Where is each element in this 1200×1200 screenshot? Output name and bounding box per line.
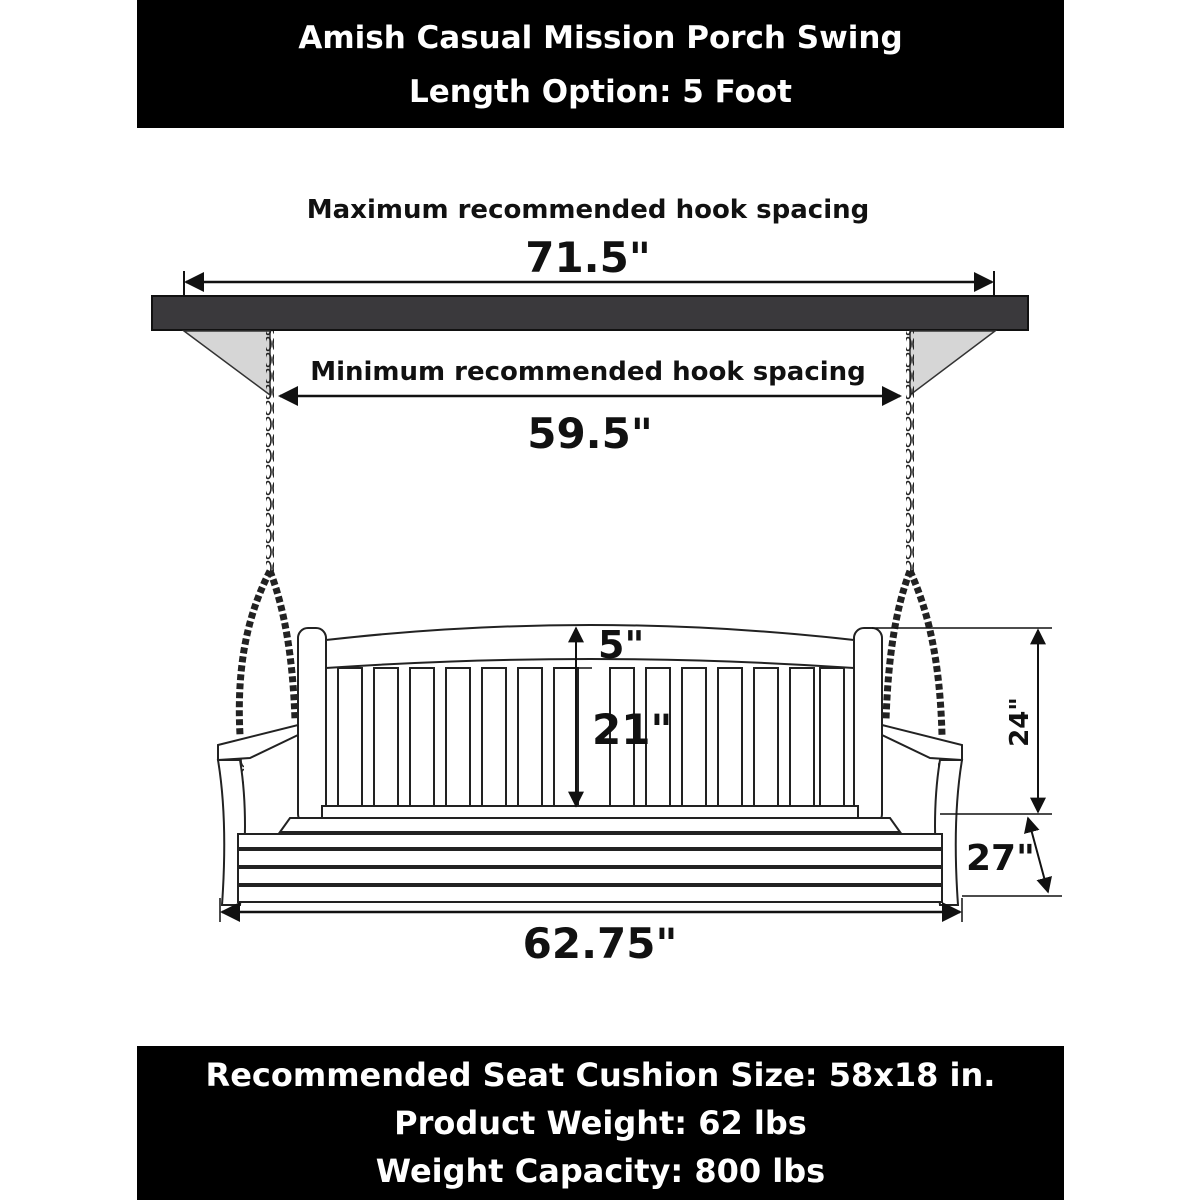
min-hook-value: 59.5" xyxy=(527,409,653,458)
max-hook-value: 71.5" xyxy=(525,233,651,282)
cushion-size: Recommended Seat Cushion Size: 58x18 in. xyxy=(205,1056,996,1094)
swing-illustration xyxy=(218,625,962,905)
overall-width: 62.75" xyxy=(522,919,678,968)
product-title: Amish Casual Mission Porch Swing xyxy=(298,20,903,56)
back-slat-height: 21" xyxy=(592,705,673,754)
back-top-height: 5" xyxy=(598,623,645,667)
product-weight: Product Weight: 62 lbs xyxy=(394,1104,807,1142)
length-option: Length Option: 5 Foot xyxy=(409,74,792,110)
ceiling-beam xyxy=(152,296,1028,330)
footer-banner xyxy=(137,1046,1064,1200)
seat-depth: 27" xyxy=(966,838,1035,879)
back-height-total: 24" xyxy=(1005,697,1035,747)
min-hook-label: Minimum recommended hook spacing xyxy=(310,357,866,387)
max-hook-label: Maximum recommended hook spacing xyxy=(306,195,870,225)
weight-capacity: Weight Capacity: 800 lbs xyxy=(375,1152,826,1190)
bracket-left xyxy=(184,331,270,395)
bracket-right xyxy=(910,331,995,395)
